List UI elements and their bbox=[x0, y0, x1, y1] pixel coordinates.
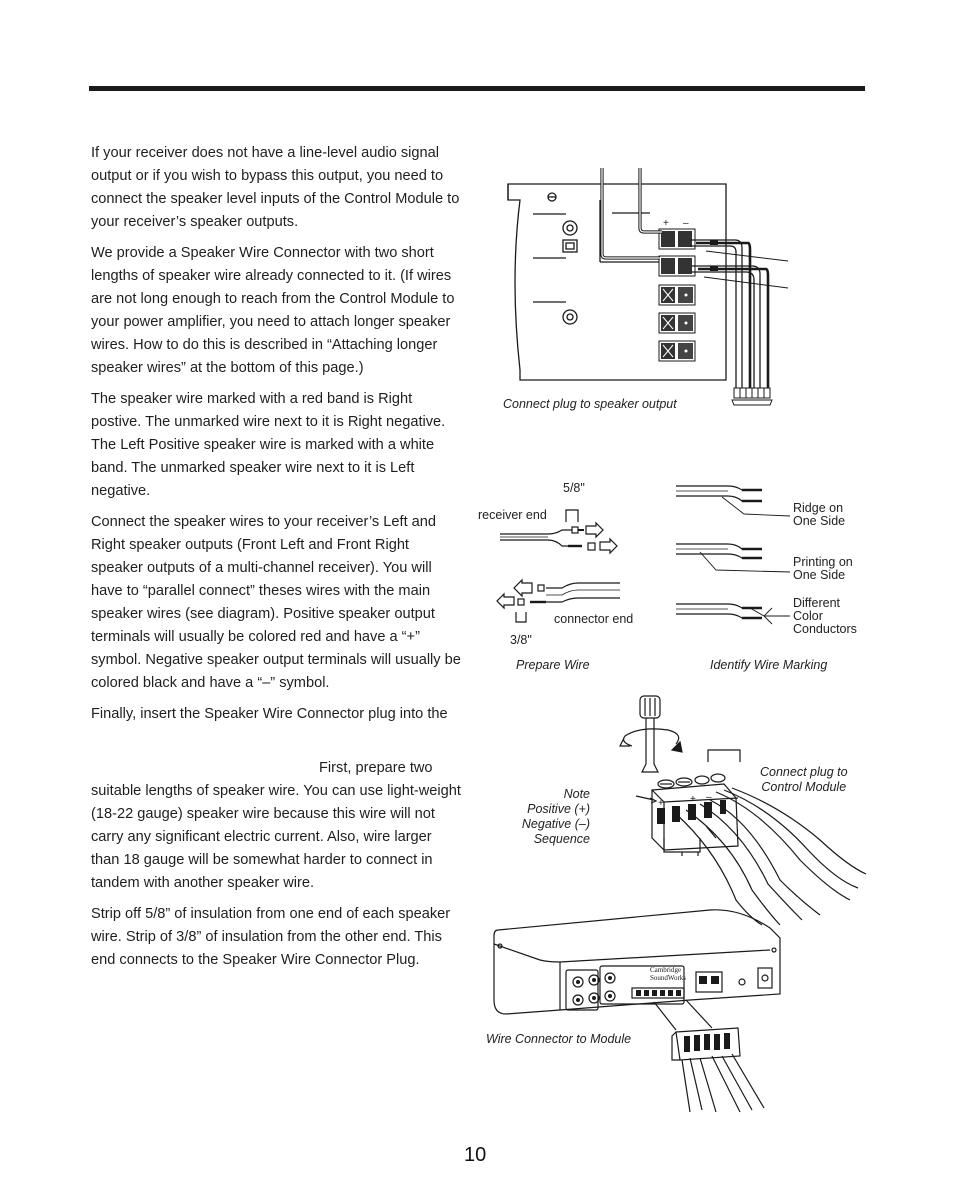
svg-text:+: + bbox=[658, 798, 664, 809]
svg-text:–: – bbox=[683, 218, 689, 229]
label-different: Different Color Conductors bbox=[793, 596, 857, 636]
label-5-8: 5/8" bbox=[563, 481, 585, 495]
label-receiver-end: receiver end bbox=[478, 508, 547, 522]
svg-text:–: – bbox=[675, 796, 681, 807]
brand-line-1: Cambridge bbox=[650, 966, 682, 974]
fig1-caption: Connect plug to speaker output bbox=[503, 397, 677, 411]
label-ridge: Ridge on One Side bbox=[793, 501, 846, 528]
paragraph-6-rest: suitable lengths of speaker wire. You can use light-weight (18-22 gauge) speaker wire because this wire will not carry any significant electric current. Also, wire larger than 18 gauge will be somewhat harder to connect in tandem with another speaker wire. bbox=[91, 783, 461, 891]
label-printing: Printing on One Side bbox=[793, 555, 853, 582]
paragraph-3: The speaker wire marked with a red band is Right postive. The unmarked wire next to it is Right negative. The Left Positive speaker wire is marked with a white band. The unmarked speaker wire next to it is Left negative. bbox=[91, 391, 446, 499]
note-label: Note Positive (+) Negative (–) Sequence bbox=[521, 787, 590, 846]
paragraph-5: Finally, insert the Speaker Wire Connector plug into the bbox=[91, 706, 448, 722]
label-3-8: 3/8" bbox=[510, 633, 532, 647]
label-connector-end: connector end bbox=[554, 612, 634, 626]
paragraph-1: If your receiver does not have a line-level audio signal output or if you wish to bypass this output, you need to connect the speaker level inputs of the Control Module to your receiver’s speaker outputs. bbox=[91, 145, 460, 230]
paragraph-6-lead: First, prepare two bbox=[319, 760, 433, 776]
svg-text:–: – bbox=[706, 792, 712, 803]
page-number: 10 bbox=[464, 1144, 487, 1166]
svg-text:+: + bbox=[663, 218, 669, 229]
svg-text:+: + bbox=[690, 794, 696, 805]
identify-caption: Identify Wire Marking bbox=[710, 658, 828, 672]
prepare-caption: Prepare Wire bbox=[516, 658, 590, 672]
paragraph-4: Connect the speaker wires to your receiver’s Left and Right speaker outputs (Front Left and Front Right speaker outputs of a multi-channel receiver). You will have to “parallel connect” theses wires with the main speaker wires (see diagram). Positive speaker output terminals will usually be colored red and have a “+” symbol. Negative speaker output terminals will usually be colored black and have a “–” symbol. bbox=[91, 514, 461, 691]
paragraph-7: Strip off 5/8” of insulation from one end of each speaker wire. Strip of 3/8” of insulation from the other end. This end connects to the Speaker Wire Connector Plug. bbox=[91, 906, 451, 968]
brand-line-2: SoundWorks bbox=[650, 974, 686, 982]
connect-control-caption: Connect plug to Control Module bbox=[760, 765, 848, 794]
paragraph-2: We provide a Speaker Wire Connector with two short lengths of speaker wire already connected to it. (If wires are not long enough to reach from the Control Module to your power amplifier, you need to attach longer speaker wires. How to do this is described in “Attaching longer speaker wires” at the bottom of this page.) bbox=[91, 245, 455, 376]
module-caption: Wire Connector to Module bbox=[486, 1032, 632, 1046]
